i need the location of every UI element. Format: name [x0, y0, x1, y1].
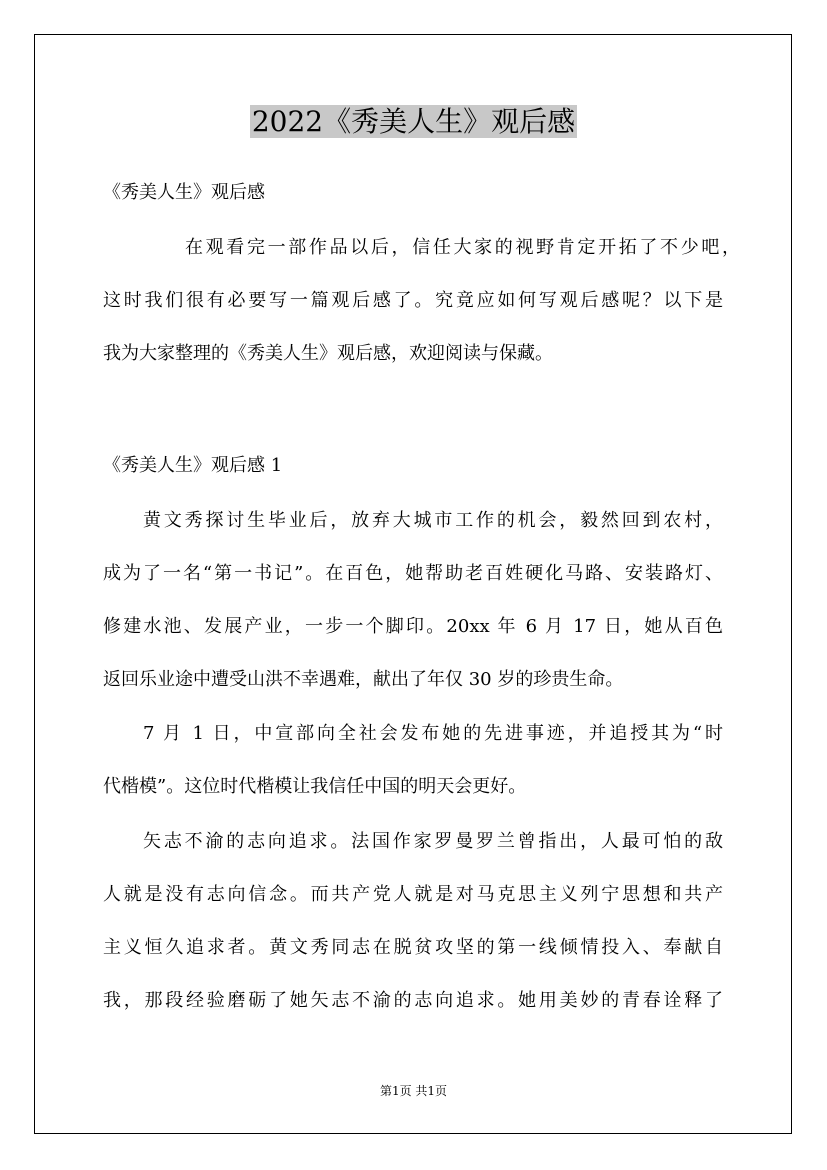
paragraph-3-line-3: 主义恒久追求者。黄文秀同志在脱贫攻坚的第一线倾情投入、奉献自 — [103, 937, 723, 958]
document-title-text: 2022《秀美人生》观后感 — [251, 105, 576, 138]
paragraph-2-line-1: 7 月 1 日，中宣部向全社会发布她的先进事迹，并追授其为“时 — [143, 723, 723, 744]
document-title — [0, 101, 827, 143]
page-footer: 第1页 共1页 — [379, 1084, 448, 1098]
document-subtitle: 《秀美人生》观后感 — [103, 182, 265, 203]
paragraph-1-line-1: 黄文秀探讨生毕业后，放弃大城市工作的机会，毅然回到农村， — [143, 510, 723, 531]
paragraph-3-line-2: 人就是没有志向信念。而共产党人就是对马克思主义列宁思想和共产 — [103, 884, 723, 905]
intro-line-2: 这时我们很有必要写一篇观后感了。究竟应如何写观后感呢？以下是 — [103, 290, 723, 311]
paragraph-2-line-2: 代楷模”。这位时代楷模让我信任中国的明天会更好。 — [103, 776, 527, 797]
paragraph-3-line-1: 矢志不渝的志向追求。法国作家罗曼罗兰曾指出，人最可怕的敌 — [143, 831, 723, 852]
intro-line-1: 在观看完一部作品以后，信任大家的视野肯定开拓了不少吧， — [185, 237, 740, 258]
paragraph-3-line-4: 我，那段经验磨砺了她矢志不渝的志向追求。她用美妙的青春诠释了 — [103, 990, 723, 1011]
paragraph-1-line-4: 返回乐业途中遭受山洪不幸遇难，献出了年仅 30 岁的珍贵生命。 — [103, 669, 624, 690]
paragraph-1-line-3: 修建水池、发展产业，一步一个脚印。20xx 年 6 月 17 日，她从百色 — [103, 616, 723, 637]
section-heading: 《秀美人生》观后感 1 — [103, 455, 283, 476]
paragraph-1-line-2: 成为了一名“第一书记”。在百色，她帮助老百姓硬化马路、安装路灯、 — [103, 563, 723, 584]
intro-line-3: 我为大家整理的《秀美人生》观后感，欢迎阅读与保藏。 — [103, 343, 553, 364]
